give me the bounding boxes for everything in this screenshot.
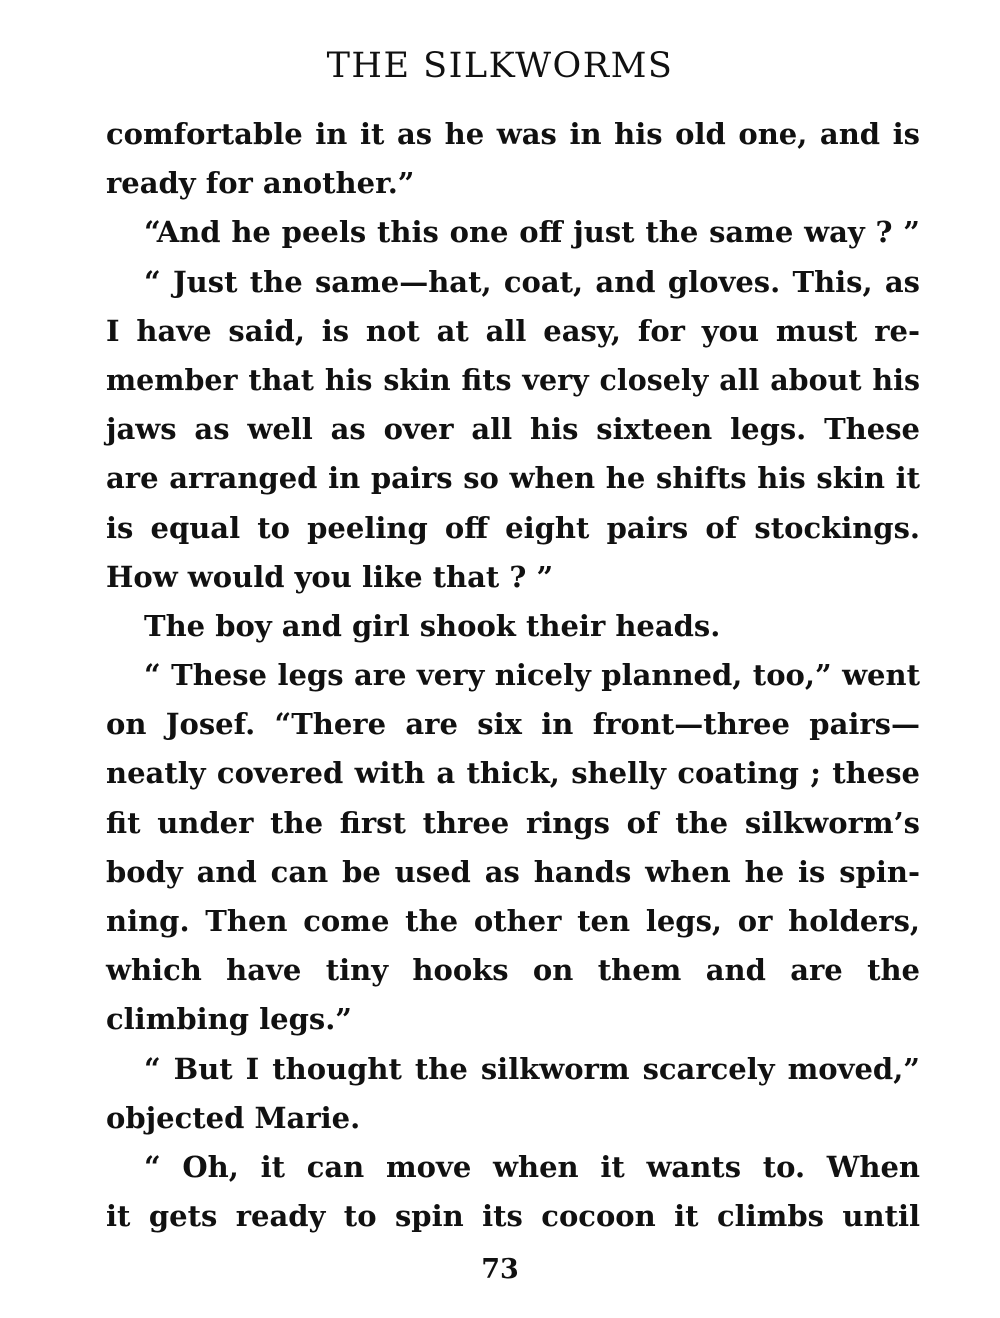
body-text <box>106 110 920 1241</box>
text-line: How would you like that ? ” <box>106 559 554 594</box>
text-line: body and can be used as hands when he is spin- <box>106 854 920 889</box>
text-line: are arranged in pairs so when he shifts his skin it <box>106 461 920 496</box>
text-line: “ Just the same—hat, coat, and gloves. This, as <box>144 264 920 299</box>
page-number: 73 <box>481 1254 519 1285</box>
text-line: I have said, is not at all easy, for you must re- <box>106 313 920 348</box>
text-line: objected Marie. <box>106 1100 361 1135</box>
text-line: “ Oh, it can move when it wants to. When <box>144 1149 920 1184</box>
text-line: neatly covered with a thick, shelly coating ; these <box>106 756 920 791</box>
text-line: is equal to peeling off eight pairs of stockings. <box>106 510 920 545</box>
text-line: climbing legs.” <box>106 1002 352 1037</box>
text-line: The boy and girl shook their heads. <box>144 608 721 643</box>
running-head: THE SILKWORMS <box>326 46 674 86</box>
text-line: “ These legs are very nicely planned, too,” went <box>144 658 920 693</box>
text-line: which have tiny hooks on them and are the <box>106 953 920 988</box>
text-line: member that his skin fits very closely all about his <box>106 362 920 397</box>
text-line: fit under the first three rings of the silkworm’s <box>106 805 920 840</box>
text-line: comfortable in it as he was in his old one, and is <box>106 117 920 151</box>
text-line: on Josef. “There are six in front—three pairs— <box>106 707 920 742</box>
text-line: ning. Then come the other ten legs, or holders, <box>106 904 920 938</box>
text-line: “And he peels this one off just the same way ? ” <box>144 215 920 250</box>
text-line: jaws as well as over all his sixteen legs. These <box>106 412 920 447</box>
text-line: ready for another.” <box>106 166 415 201</box>
text-line: “ But I thought the silkworm scarcely moved,” <box>144 1051 920 1086</box>
text-line: it gets ready to spin its cocoon it climbs until <box>106 1199 920 1234</box>
